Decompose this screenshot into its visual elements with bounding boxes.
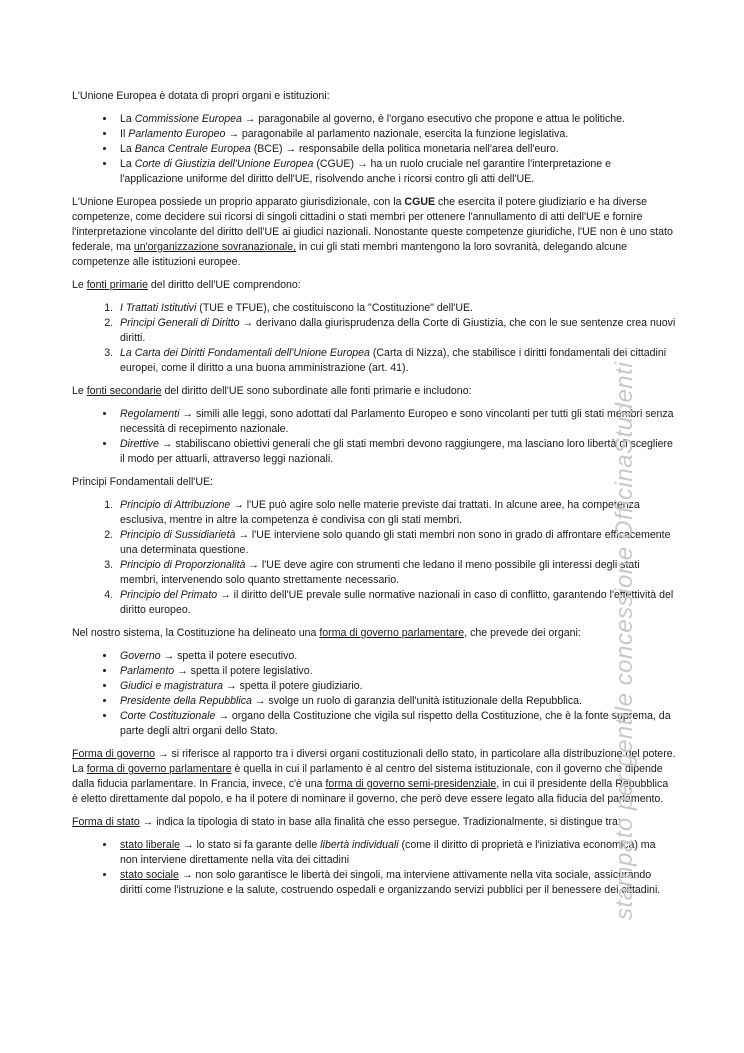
fonti-primarie-heading: Le fonti primarie del diritto dell'UE comprendono: <box>72 279 301 291</box>
fonti-secondarie-list <box>72 407 676 467</box>
sistema-heading: Nel nostro sistema, la Costituzione ha delineato una forma di governo parlamentare, che prevede dei organi: <box>72 627 581 639</box>
list-item: • Presidente della Repubblica → svolge un ruolo di garanzia dell'unità istituzionale della Repubblica. <box>116 694 676 709</box>
principi-heading: Principi Fondamentali dell'UE: <box>72 476 213 488</box>
list-item: 3. Principio di Proporzionalità → l'UE deve agire con strumenti che ledano il meno possibile gli interessi degli stati membri, intervenendo solo quanto strettamente necessario. <box>116 558 676 588</box>
cgue-paragraph: L'Unione Europea possiede un proprio apparato giurisdizionale, con la CGUE che esercita il potere giudiziario e ha diverse competenze, come decidere sui ricorsi di singoli cittadini o stati membri per ottenere l'annullamento di atti dell'UE e fornire l'interpretazione vincolante del diritto dell'UE ai giudici nazionali. Nonostante queste competenze giuridiche, l'UE non è uno stato federale, ma un'organizzazione sovranazionale, in cui gli stati membri mantengono la loro sovranità, delegando alcune competenze alle istituzioni europee. <box>72 196 673 268</box>
organi-stato-list <box>72 649 676 739</box>
list-item: • La Commissione Europea → paragonabile al governo, è l'organo esecutivo che propone e attua le politiche. <box>116 112 676 127</box>
document-body <box>72 89 676 906</box>
fonti-primarie-list <box>72 301 676 376</box>
list-item: 4. Principio del Primato → il diritto dell'UE prevale sulle normative nazionali in caso di conflitto, garantendo l'effettività del diritto europeo. <box>116 588 676 618</box>
forme-stato-list <box>72 838 676 898</box>
list-item: • Il Parlamento Europeo → paragonabile al parlamento nazionale, esercita la funzione legislativa. <box>116 127 676 142</box>
list-item: 1. Principio di Attribuzione → l'UE può agire solo nelle materie previste dai trattati. In alcune aree, ha competenza esclusiva, mentre in altre la competenza è condivisa con gli stati membri. <box>116 498 676 528</box>
forma-governo-paragraph: Forma di governo → si riferisce al rapporto tra i diversi organi costituzionali dello stato, in particolare alla distribuzione del potere. La forma di governo parlamentare è quella in cui il parlamento è al centro del sistema istituzionale, con il governo che dipende dalla fiducia parlamentare. In Francia, invece, c'è una forma di governo semi-presidenziale, in cui il presidente della Repubblica è eletto direttamente dal popolo, e ha il potere di nominare il governo, che però deve essere legato alla fiducia del parlamento. <box>72 748 676 805</box>
list-item: • Governo → spetta il potere esecutivo. <box>116 649 676 664</box>
list-item: • Corte Costituzionale → organo della Costituzione che vigila sul rispetto della Costituzione, che è la fonte suprema, da parte degli altri organi dello Stato. <box>116 709 676 739</box>
list-item: 2. Principio di Sussidiarietà → l'UE interviene solo quando gli stati membri non sono in grado di affrontare efficacemente una determinata questione. <box>116 528 676 558</box>
intro-paragraph: L'Unione Europea è dotata di propri organi e istituzioni: <box>72 90 330 102</box>
list-item: • stato liberale → lo stato si fa garante delle libertà individuali (come il diritto di proprietà e l'iniziativa economica) ma non interviene direttamente nella vita dei cittadini <box>116 838 676 868</box>
list-item: • Parlamento → spetta il potere legislativo. <box>116 664 676 679</box>
list-item: 1. I Trattati Istitutivi (TUE e TFUE), che costituiscono la "Costituzione" dell'UE. <box>116 301 676 316</box>
list-item: • La Corte di Giustizia dell'Unione Europea (CGUE) → ha un ruolo cruciale nel garantire l'interpretazione e l'applicazione uniforme del diritto dell'UE, risolvendo anche i ricorsi contro gli atti dell'UE. <box>116 157 676 187</box>
eu-organs-list <box>72 112 676 187</box>
list-item: • stato sociale → non solo garantisce le libertà dei singoli, ma interviene attivamente nella vita sociale, assicurando diritti come l'istruzione e la salute, costruendo ospedali e organizzando servizi pubblici per il benessere dei cittadini. <box>116 868 676 898</box>
list-item: • Direttive → stabiliscano obiettivi generali che gli stati membri devono raggiungere, ma lasciano loro libertà di scegliere il modo per attuarli, attraverso leggi nazionali. <box>116 437 676 467</box>
fonti-secondarie-heading: Le fonti secondarie del diritto dell'UE sono subordinate alle fonti primarie e includono: <box>72 385 472 397</box>
list-item: 2. Principi Generali di Diritto → derivano dalla giurisprudenza della Corte di Giustizia, che con le sue sentenze crea nuovi diritti. <box>116 316 676 346</box>
watermark-text: stampato per gentile concessione OfficinaStudenti <box>611 361 638 920</box>
list-item: • La Banca Centrale Europea (BCE) → responsabile della politica monetaria nell'area dell'euro. <box>116 142 676 157</box>
forma-stato-paragraph: Forma di stato → indica la tipologia di stato in base alla finalità che esso persegue. Tradizionalmente, si distingue tra: <box>72 816 621 828</box>
list-item: • Giudici e magistratura → spetta il potere giudiziario. <box>116 679 676 694</box>
principi-list <box>72 498 676 618</box>
list-item: • Regolamenti → simili alle leggi, sono adottati dal Parlamento Europeo e sono vincolanti per tutti gli stati membri senza necessità di recepimento nazionale. <box>116 407 676 437</box>
list-item: 3. La Carta dei Diritti Fondamentali dell'Unione Europea (Carta di Nizza), che stabilisce i diritti fondamentali dei cittadini europei, come il diritto a una buona amministrazione (art. 41). <box>116 346 676 376</box>
